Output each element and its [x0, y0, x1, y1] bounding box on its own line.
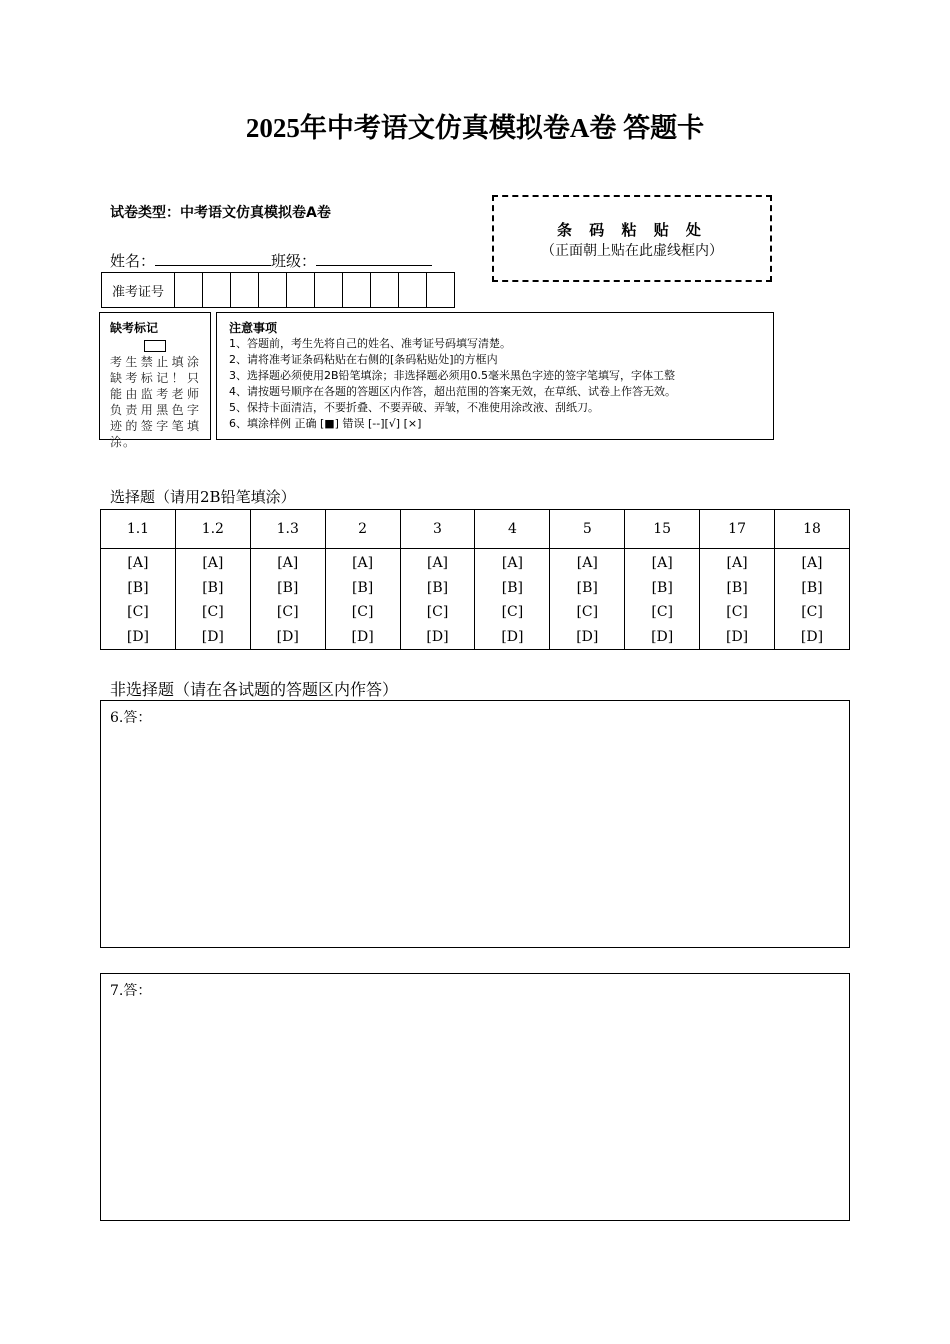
option-cell — [400, 549, 475, 650]
barcode-title: 条 码 粘 贴 处 — [557, 221, 707, 239]
question-number: 5 — [550, 510, 625, 549]
notice-item: 6、填涂样例 正确 [■] 错误 [--][√] [×] — [229, 417, 422, 430]
option-bubble[interactable]: [D] — [800, 628, 824, 645]
option-bubble[interactable]: [C] — [351, 604, 374, 620]
option-bubble[interactable]: [C] — [801, 604, 823, 620]
option-bubble[interactable]: [C] — [726, 604, 748, 620]
exam-number-cell[interactable] — [231, 273, 259, 307]
question-number: 18 — [775, 510, 850, 549]
nonchoice-section-label: 非选择题（请在各试题的答题区内作答） — [110, 680, 399, 699]
name-label: 姓名： — [110, 252, 156, 270]
absent-checkbox[interactable] — [144, 340, 166, 352]
option-bubble[interactable]: [C] — [501, 604, 524, 620]
choice-answer-table — [100, 509, 850, 650]
option-bubble[interactable]: [C] — [651, 604, 673, 620]
option-bubble[interactable]: [B] — [501, 579, 523, 596]
option-cell — [325, 549, 400, 650]
page-title: 2025年中考语文仿真模拟卷A卷 答题卡 — [245, 113, 705, 143]
question-number-row — [101, 510, 850, 549]
question-number: 1.1 — [101, 510, 176, 549]
question-number: 2 — [325, 510, 400, 549]
option-bubble[interactable]: [B] — [127, 579, 149, 596]
notice-item: 4、请按题号顺序在各题的答题区内作答，超出范围的答案无效，在草纸、试卷上作答无效。 — [229, 385, 676, 398]
option-bubble[interactable]: [C] — [426, 604, 449, 620]
option-bubble[interactable]: [A] — [352, 555, 374, 571]
notice-heading: 注意事项 — [229, 321, 278, 335]
option-bubble[interactable]: [B] — [352, 579, 374, 596]
notice-box — [216, 312, 774, 440]
exam-number-grid — [101, 272, 455, 308]
question-number: 1.2 — [175, 510, 250, 549]
option-cell — [625, 549, 700, 650]
notice-item: 3、选择题必须使用2B铅笔填涂；非选择题必须用0.5毫米黑色字迹的签字笔填写，字体工整 — [229, 369, 676, 382]
option-bubble[interactable]: [C] — [202, 604, 224, 620]
answer-area-q6[interactable] — [100, 700, 850, 948]
absent-text: 考生禁止填涂缺考标记！只能由监考老师负责用黑色字迹的签字笔填涂。 — [110, 355, 200, 449]
option-bubble[interactable]: [B] — [726, 579, 748, 596]
name-field[interactable] — [155, 251, 271, 266]
option-bubble[interactable]: [B] — [277, 579, 299, 596]
option-bubble[interactable]: [D] — [126, 628, 150, 645]
option-bubble[interactable]: [A] — [801, 555, 823, 571]
exam-number-label: 准考证号 — [102, 273, 175, 307]
option-bubble[interactable]: [D] — [426, 628, 449, 645]
option-bubble[interactable]: [A] — [277, 555, 299, 571]
option-bubble[interactable]: [C] — [276, 604, 299, 620]
option-bubble[interactable]: [A] — [501, 555, 523, 571]
paper-type: 试卷类型：中考语文仿真模拟卷A卷 — [110, 205, 331, 221]
option-bubble[interactable]: [B] — [576, 579, 598, 596]
question-6-label: 6.答： — [110, 710, 152, 726]
option-cell — [700, 549, 775, 650]
class-label: 班级： — [271, 252, 317, 270]
question-number: 3 — [400, 510, 475, 549]
option-cell — [775, 549, 850, 650]
exam-number-cell[interactable] — [175, 273, 203, 307]
question-number: 15 — [625, 510, 700, 549]
choice-section-label: 选择题（请用2B铅笔填涂） — [110, 488, 296, 506]
question-7-label: 7.答： — [110, 983, 152, 999]
option-bubble[interactable]: [C] — [576, 604, 599, 620]
option-bubble[interactable]: [D] — [351, 628, 374, 645]
option-bubble[interactable]: [A] — [651, 555, 673, 571]
option-bubble[interactable]: [D] — [501, 628, 524, 645]
option-cell — [550, 549, 625, 650]
exam-number-cell[interactable] — [371, 273, 399, 307]
name-class-row — [110, 250, 432, 271]
option-bubble[interactable]: [D] — [651, 628, 674, 645]
option-bubble[interactable]: [A] — [426, 555, 449, 571]
exam-number-cell[interactable] — [399, 273, 427, 307]
question-number: 17 — [700, 510, 775, 549]
option-bubble[interactable]: [A] — [202, 555, 224, 571]
class-field[interactable] — [316, 251, 432, 266]
option-bubble[interactable]: [A] — [127, 555, 149, 571]
absent-heading: 缺考标记 — [110, 321, 159, 335]
notice-item: 5、保持卡面清洁，不要折叠、不要弄破、弄皱，不准使用涂改液、刮纸刀。 — [229, 401, 599, 414]
exam-number-cell[interactable] — [315, 273, 343, 307]
exam-number-cell[interactable] — [343, 273, 371, 307]
exam-number-cell[interactable] — [259, 273, 287, 307]
option-cell — [250, 549, 325, 650]
option-cell — [101, 549, 176, 650]
notice-item: 2、请将准考证条码粘贴在右侧的[条码粘贴处]的方框内 — [229, 353, 498, 366]
option-bubble[interactable]: [D] — [576, 628, 599, 645]
option-cell — [475, 549, 550, 650]
option-bubble[interactable]: [B] — [651, 579, 673, 596]
options-row — [101, 549, 850, 650]
exam-number-cell[interactable] — [203, 273, 231, 307]
absent-mark-box — [99, 312, 211, 449]
barcode-area — [492, 195, 772, 282]
option-bubble[interactable]: [A] — [576, 555, 598, 571]
barcode-subtitle: （正面朝上贴在此虚线框内） — [541, 243, 723, 259]
option-bubble[interactable]: [B] — [202, 579, 224, 596]
exam-number-cell[interactable] — [427, 273, 454, 307]
exam-number-cell[interactable] — [287, 273, 315, 307]
notice-item: 1、答题前，考生先将自己的姓名、准考证号码填写清楚。 — [229, 337, 511, 350]
answer-area-q7[interactable] — [100, 973, 850, 1221]
option-bubble[interactable]: [D] — [276, 628, 299, 645]
option-bubble[interactable]: [B] — [801, 579, 823, 596]
question-number: 4 — [475, 510, 550, 549]
option-bubble[interactable]: [C] — [127, 604, 149, 620]
option-bubble[interactable]: [A] — [726, 555, 748, 571]
option-bubble[interactable]: [B] — [426, 579, 449, 596]
question-number: 1.3 — [250, 510, 325, 549]
option-bubble[interactable]: [D] — [725, 628, 749, 645]
option-cell — [175, 549, 250, 650]
option-bubble[interactable]: [D] — [201, 628, 224, 645]
